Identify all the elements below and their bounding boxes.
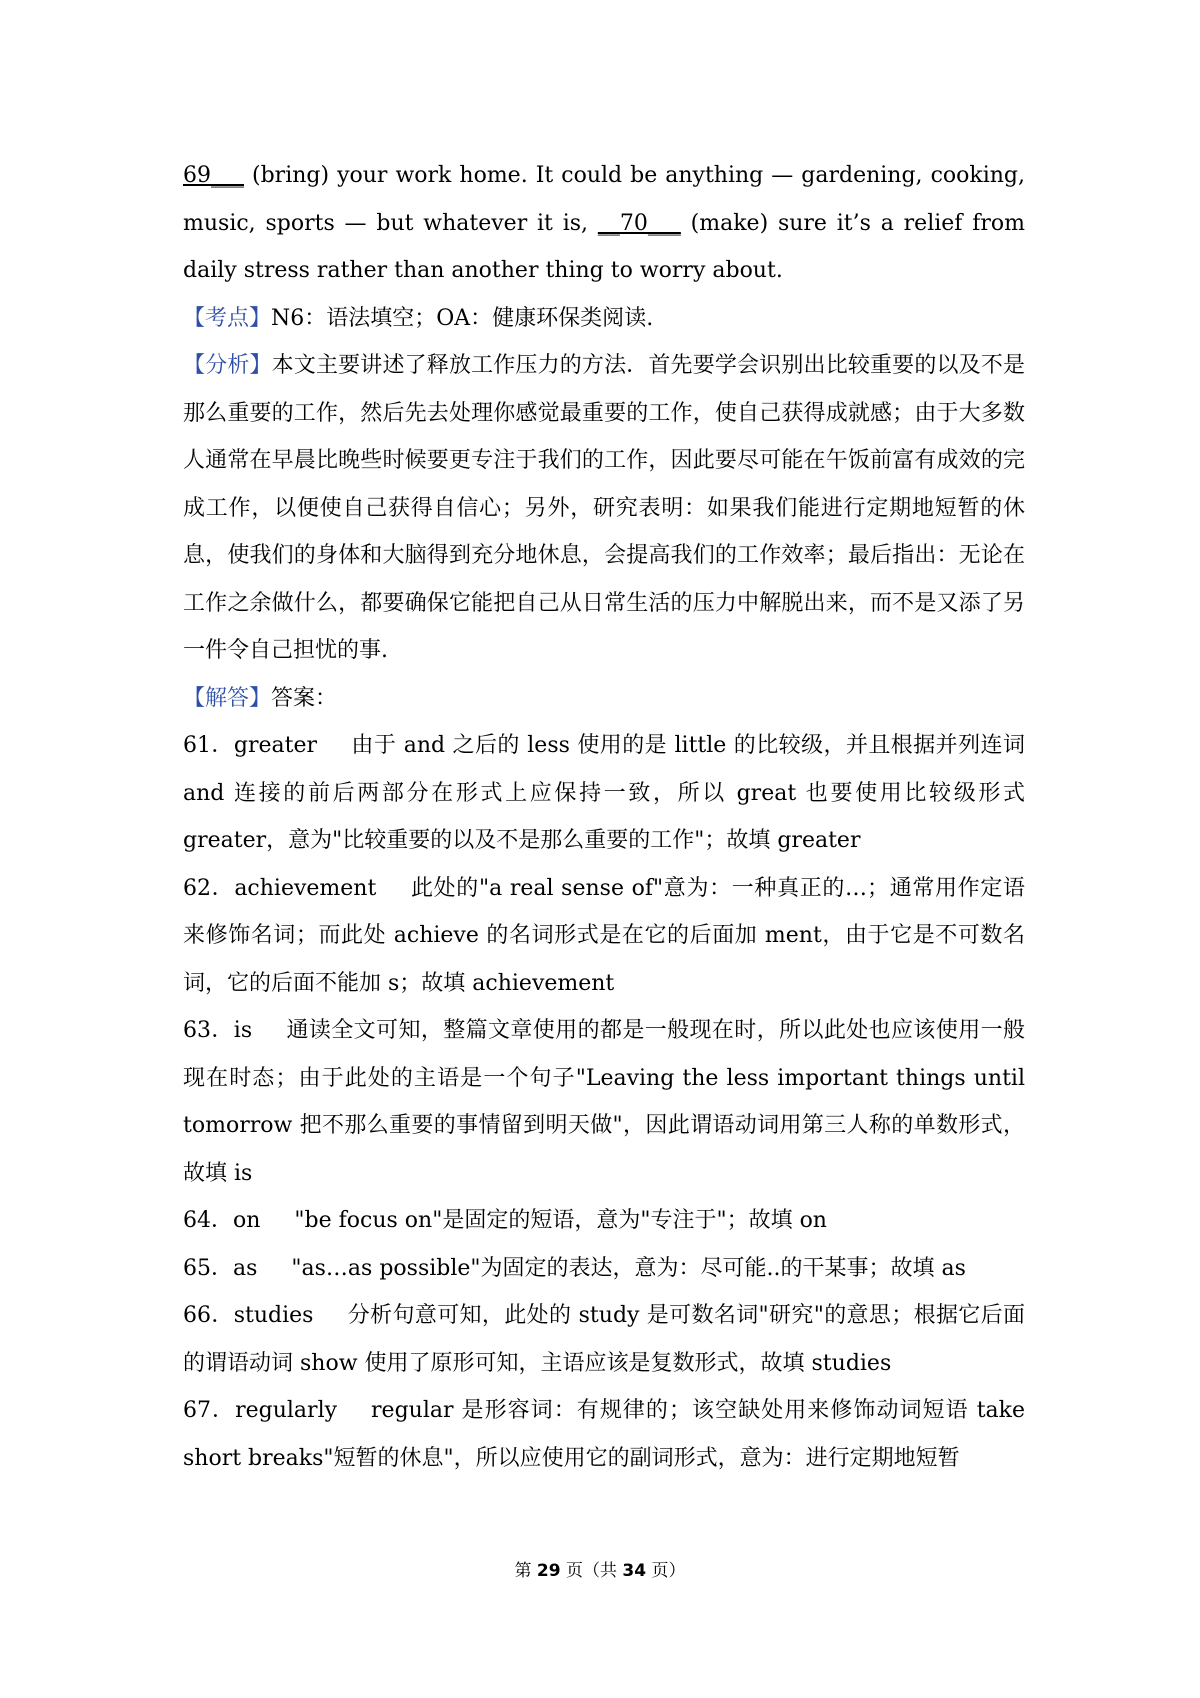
jieda-tag: 【解答】 [183, 685, 272, 711]
total-page-number: 34 [622, 1561, 647, 1581]
footer-prefix: 第 [514, 1561, 537, 1581]
answer-61 [183, 722, 1025, 865]
kaodian-text: N6：语法填空；OA：健康环保类阅读. [271, 305, 654, 331]
answer-63 [183, 1007, 1025, 1197]
footer-suffix: 页） [646, 1561, 686, 1581]
answer-66 [183, 1292, 1025, 1387]
answer-explanation: 分析句意可知，此处的 study 是可数名词"研究"的意思；根据它后面的谓语动词 show 使用了原形可知，主语应该是复数形式，故填 studies [183, 1303, 1025, 1376]
answer-word: regularly [235, 1398, 338, 1423]
current-page-number: 29 [536, 1561, 561, 1581]
answer-explanation: 此处的"a real sense of"意为：一种真正的…；通常用作定语来修饰名词；而此处 achieve 的名词形式是在它的后面加 ment，由于它是不可数名词，它的后面不能加 s；故填 achievement [183, 875, 1025, 996]
jieda-text: 答案： [271, 685, 338, 711]
answer-word: is [233, 1018, 253, 1043]
answer-word: greater [233, 733, 317, 758]
blank-69: 69___ [183, 163, 244, 188]
footer-middle: 页（共 [560, 1561, 623, 1581]
blank-70: __70___ [597, 210, 681, 236]
answer-number: 63． [183, 1018, 234, 1043]
answer-word: studies [233, 1303, 314, 1328]
answer-explanation: "be focus on"是固定的短语，意为"专注于"；故填 on [294, 1208, 827, 1233]
answer-explanation: "as…as possible"为固定的表达，意为：尽可能..的干某事；故填 as [291, 1255, 966, 1281]
passage-text-2: (make) sure it’s a relief from daily stress rather than another thing to worry about. [183, 210, 1026, 283]
answer-64 [183, 1197, 1025, 1245]
fenxi-text: 本文主要讲述了释放工作压力的方法．首先要学会识别出比较重要的以及不是那么重要的工作，然后先去处理你感觉最重要的工作，使自己获得成就感；由于大多数人通常在早晨比晚些时候要更专注于我们的工作，因此要尽可能在午饭前富有成效的完成工作，以便使自己获得自信心；另外，研究表明：如果我们能进行定期地短暂的休息，使我们的身体和大脑得到充分地休息，会提高我们的工作效率；最后指出：无论在工作之余做什么，都要确保它能把自己从日常生活的压力中解脱出来，而不是又添了另一件令自己担忧的事. [183, 353, 1025, 663]
answer-number: 65． [183, 1255, 233, 1281]
answer-number: 61． [183, 733, 234, 758]
fenxi-section [183, 342, 1025, 675]
answer-word: on [233, 1208, 261, 1233]
answer-word: achievement [234, 875, 377, 901]
answer-word: as [233, 1255, 258, 1281]
answer-explanation: regular 是形容词：有规律的；该空缺处用来修饰动词短语 take short breaks"短暂的休息"，所以应使用它的副词形式，意为：进行定期地短暂 [183, 1398, 1025, 1471]
passage-text-1: (bring) your work home. It could be anything — gardening, cooking, music, sports — but whatever it is, [183, 163, 1025, 236]
answer-number: 62． [183, 875, 235, 901]
passage-paragraph [183, 152, 1025, 295]
page-footer [0, 1556, 1200, 1581]
answer-67 [183, 1387, 1025, 1482]
kaodian-section [183, 295, 1025, 343]
answer-explanation: 由于 and 之后的 less 使用的是 little 的比较级，并且根据并列连词 and 连接的前后两部分在形式上应保持一致，所以 great 也要使用比较级形式 greater，意为"比较重要的以及不是那么重要的工作"；故填 greater [183, 733, 1025, 853]
answer-explanation: 通读全文可知，整篇文章使用的都是一般现在时，所以此处也应该使用一般现在时态；由于此处的主语是一个句子"Leaving the less important things until tomorrow 把不那么重要的事情留到明天做"，因此谓语动词用第三人称的单数形式，故填 is [183, 1018, 1025, 1186]
answer-62 [183, 865, 1025, 1008]
kaodian-tag: 【考点】 [183, 305, 272, 331]
document-body [183, 152, 1025, 1482]
answer-65 [183, 1245, 1025, 1293]
fenxi-tag: 【分析】 [183, 353, 272, 378]
answer-number: 66． [183, 1303, 234, 1328]
jieda-section [183, 675, 1025, 723]
answer-number: 67． [183, 1398, 236, 1423]
answer-number: 64． [183, 1208, 233, 1233]
